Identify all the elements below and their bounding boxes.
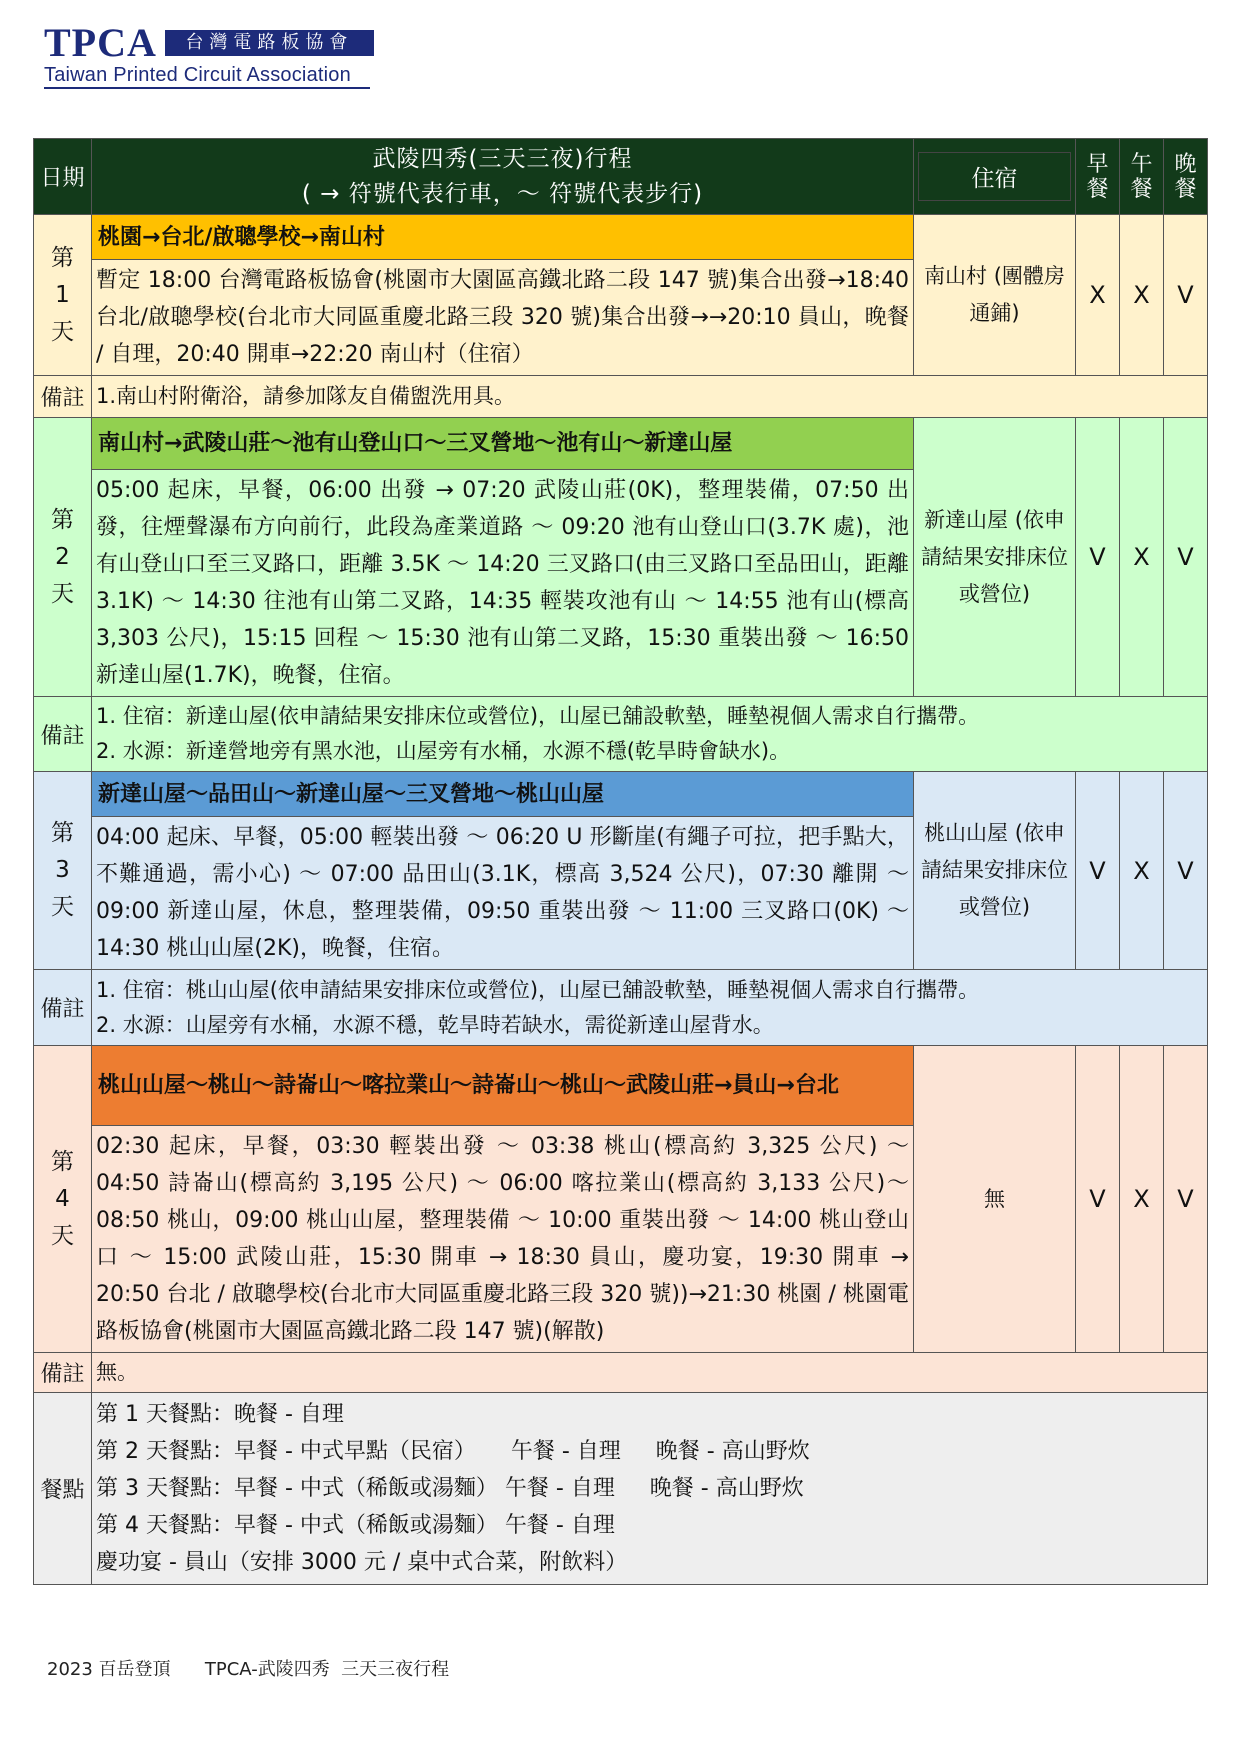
day1-detail: 暫定 18:00 台灣電路板協會(桃園市大園區高鐵北路二段 147 號)集合出發→18:40 台北/啟聰學校(台北市大同區重慶北路三段 320 號)集合出發→→20:10 員山，晚餐 / 自理，20:40 開車→22:20 南山村（住宿）	[92, 260, 914, 376]
tpca-logo	[44, 20, 374, 90]
meal-line-2: 第 2 天餐點：早餐 - 中式早點（民宿） 午餐 - 自理 晚餐 - 高山野炊	[96, 1439, 810, 1464]
meals-label: 餐點	[34, 1393, 92, 1585]
logo-underline	[44, 87, 370, 89]
day3-dinner: V	[1164, 772, 1208, 970]
day4-route-row	[34, 1046, 1208, 1126]
day3-detail: 04:00 起床、早餐，05:00 輕裝出發 ～ 06:20 U 形斷崖(有繩子可拉，把手點大，不難通過，需小心) ～ 07:00 品田山(3.1K，標高 3,524 公尺)，07:30 離開 ～ 09:00 新達山屋，休息，整理裝備，09:50 重裝出發 ～ 11:00 三叉路口(0K) ～ 14:30 桃山山屋(2K)，晚餐，住宿。	[92, 817, 914, 970]
day4-dinner: V	[1164, 1046, 1208, 1353]
day2-detail: 05:00 起床，早餐，06:00 出發 → 07:20 武陵山莊(0K)，整理裝備，07:50 出發，往煙聲瀑布方向前行，此段為產業道路 ～ 09:20 池有山登山口(3.7K 處)，池有山登山口至三叉路口，距離 3.5K ～ 14:20 三叉路口(由三叉路口至品田山，距離 3.1K) ～ 14:30 往池有山第二叉路，14:35 輕裝攻池有山 ～ 14:55 池有山(標高 3,303 公尺)，15:15 回程 ～ 15:30 池有山第二叉路，15:30 重裝出發 ～ 16:50 新達山屋(1.7K)，晚餐，住宿。	[92, 470, 914, 697]
table-header-row	[34, 139, 1208, 215]
day3-label: 第3天	[34, 772, 92, 970]
day3-route: 新達山屋～品田山～新達山屋～三叉營地～桃山山屋	[92, 772, 914, 817]
header-lodging	[914, 139, 1076, 215]
header-breakfast	[1076, 139, 1120, 215]
itinerary-table	[33, 138, 1208, 1585]
day1-dinner: V	[1164, 215, 1208, 376]
day3-breakfast: V	[1076, 772, 1120, 970]
day3-note-label: 備註	[34, 970, 92, 1046]
day2-route: 南山村→武陵山莊～池有山登山口～三叉營地～池有山～新達山屋	[92, 418, 914, 470]
day4-lodging: 無	[914, 1046, 1076, 1353]
header-breakfast-label: 早餐	[1086, 151, 1109, 202]
day1-breakfast: X	[1076, 215, 1120, 376]
day4-note-row	[34, 1353, 1208, 1393]
day2-dinner: V	[1164, 418, 1208, 697]
day3-note-line-2: 2. 水源：山屋旁有水桶，水源不穩，乾旱時若缺水，需從新達山屋背水。	[96, 1012, 774, 1037]
day4-note-label: 備註	[34, 1353, 92, 1393]
day2-note-line-2: 2. 水源：新達營地旁有黑水池，山屋旁有水桶，水源不穩(乾旱時會缺水)。	[96, 739, 791, 763]
logo-tpca-text: TPCA	[44, 20, 157, 65]
day3-route-row	[34, 772, 1208, 817]
header-lunch	[1120, 139, 1164, 215]
day1-lunch: X	[1120, 215, 1164, 376]
day4-label: 第4天	[34, 1046, 92, 1353]
day4-breakfast: V	[1076, 1046, 1120, 1353]
day3-note-line-1: 1. 住宿：桃山山屋(依申請結果安排床位或營位)，山屋已舖設軟墊，睡墊視個人需求自行攜帶。	[96, 977, 980, 1002]
day3-note-row	[34, 970, 1208, 1046]
day1-note-label: 備註	[34, 376, 92, 418]
header-title	[92, 139, 914, 215]
day3-note	[92, 970, 1208, 1046]
day1-note-row	[34, 376, 1208, 418]
meals-row	[34, 1393, 1208, 1585]
day1-note-line: 1.南山村附衛浴，請參加隊友自備盥洗用具。	[96, 384, 516, 408]
day1-label: 第1天	[34, 215, 92, 376]
day2-lodging: 新達山屋 (依申請結果安排床位或營位)	[914, 418, 1076, 697]
header-dinner-label: 晚餐	[1174, 151, 1197, 202]
header-dinner	[1164, 139, 1208, 215]
day1-note	[92, 376, 1208, 418]
day2-route-row	[34, 418, 1208, 470]
page-footer: 2023 百岳登頂 TPCA-武陵四秀 三天三夜行程	[47, 1659, 450, 1680]
meal-line-1: 第 1 天餐點：晚餐 - 自理	[96, 1402, 344, 1427]
day4-lunch: X	[1120, 1046, 1164, 1353]
day3-lodging: 桃山山屋 (依申請結果安排床位或營位)	[914, 772, 1076, 970]
day2-note-row	[34, 697, 1208, 772]
header-lodging-label: 住宿	[918, 152, 1071, 201]
header-lunch-label: 午餐	[1130, 151, 1153, 202]
day1-route: 桃園→台北/啟聰學校→南山村	[92, 215, 914, 260]
day2-breakfast: V	[1076, 418, 1120, 697]
day4-route: 桃山山屋～桃山～詩崙山～喀拉業山～詩崙山～桃山～武陵山莊→員山→台北	[92, 1046, 914, 1126]
meal-line-4: 第 4 天餐點：早餐 - 中式（稀飯或湯麵） 午餐 - 自理	[96, 1513, 615, 1538]
day2-label: 第2天	[34, 418, 92, 697]
day4-note	[92, 1353, 1208, 1393]
header-date: 日期	[34, 139, 92, 215]
day2-lunch: X	[1120, 418, 1164, 697]
day2-note	[92, 697, 1208, 772]
day4-detail: 02:30 起床，早餐，03:30 輕裝出發 ～ 03:38 桃山(標高約 3,325 公尺) ～ 04:50 詩崙山(標高約 3,195 公尺) ～ 06:00 喀拉業山(標高約 3,133 公尺)～ 08:50 桃山，09:00 桃山山屋，整理裝備 ～ 10:00 重裝出發 ～ 14:00 桃山登山口 ～ 15:00 武陵山莊，15:30 開車 → 18:30 員山，慶功宴，19:30 開車 → 20:50 台北 / 啟聰學校(台北市大同區重慶北路三段 320 號))→21:30 桃園 / 桃園電路板協會(桃園市大園區高鐵北路二段 147 號)(解散)	[92, 1126, 914, 1353]
logo-chinese-name: 台灣電路板協會	[165, 30, 374, 56]
day2-note-line-1: 1. 住宿：新達山屋(依申請結果安排床位或營位)，山屋已舖設軟墊，睡墊視個人需求自行攜帶。	[96, 704, 980, 728]
meal-line-3: 第 3 天餐點：早餐 - 中式（稀飯或湯麵） 午餐 - 自理 晚餐 - 高山野炊	[96, 1476, 804, 1501]
logo-english-name: Taiwan Printed Circuit Association	[44, 64, 351, 86]
day2-note-label: 備註	[34, 697, 92, 772]
meals-content	[92, 1393, 1208, 1585]
day1-lodging: 南山村 (團體房通鋪)	[914, 215, 1076, 376]
header-title-line1: 武陵四秀(三天三夜)行程	[372, 145, 633, 172]
day1-route-row	[34, 215, 1208, 260]
header-title-line2: ( → 符號代表行車，～ 符號代表步行)	[301, 180, 704, 207]
day4-note-line: 無。	[96, 1360, 138, 1384]
meal-line-5: 慶功宴 - 員山（安排 3000 元 / 桌中式合菜，附飲料）	[96, 1550, 628, 1575]
day3-lunch: X	[1120, 772, 1164, 970]
